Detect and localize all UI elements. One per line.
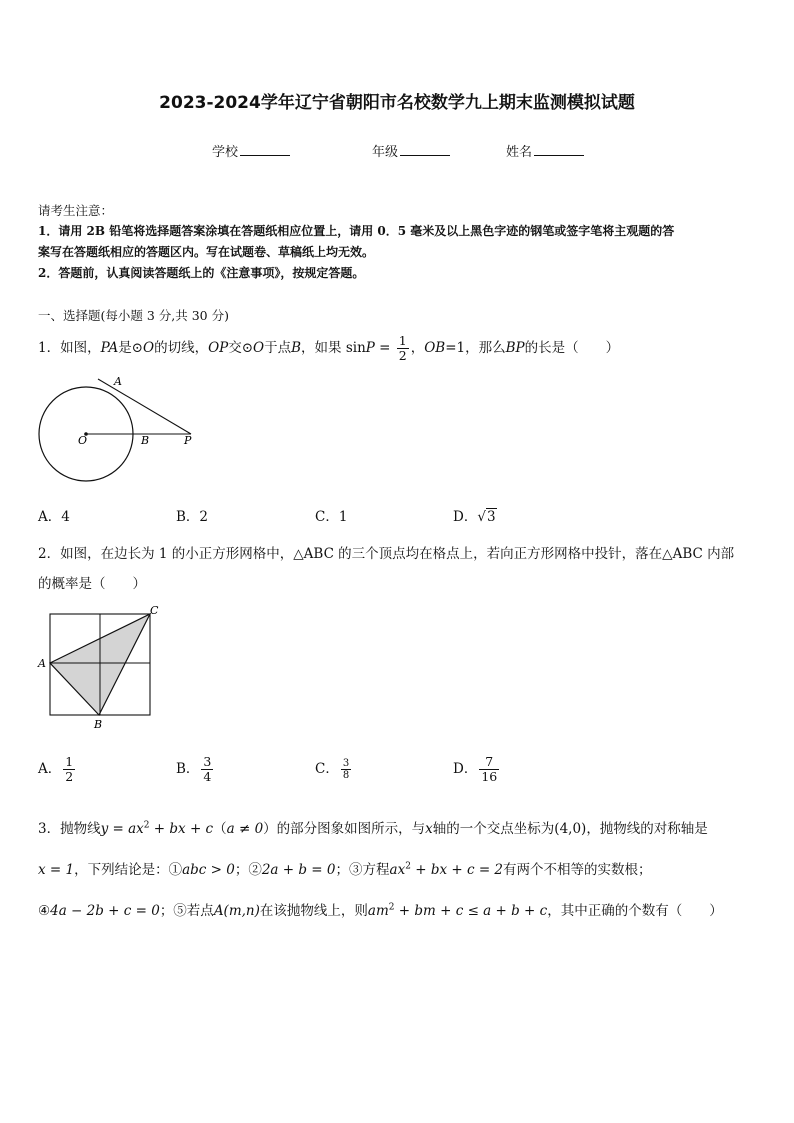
exam-title: 2023-2024学年辽宁省朝阳市名校数学九上期末监测模拟试题 [159, 93, 635, 113]
field-name [506, 141, 584, 160]
q1-circle-figure [36, 372, 206, 484]
q2-option-a[interactable]: A． $\frac{1}{2}$ [38, 754, 74, 784]
section-heading: 一、选择题(每小题 3 分,共 30 分) [38, 308, 229, 323]
q1-option-a[interactable]: A．4 [38, 509, 70, 525]
q2-stem-line-2: 的概率是（ ） [38, 576, 146, 592]
q1-label-a: A [114, 375, 122, 388]
field-school-blank[interactable] [240, 143, 290, 156]
q2-option-c[interactable]: C． $\frac{3}{8}$ [315, 758, 350, 781]
field-grade [372, 141, 450, 160]
notice-line-1a: 1．请用 2B 铅笔将选择题答案涂填在答题纸相应位置上，请用 0．5 毫米及以上黑色字迹的钢笔或签字笔将主观题的答 [38, 224, 675, 238]
notice-heading: 请考生注意： [38, 203, 114, 218]
q2-option-b[interactable]: B． $\frac{3}{4}$ [176, 754, 212, 784]
notice-line-2: 2．答题前，认真阅读答题纸上的《注意事项》，按规定答题。 [38, 266, 365, 280]
q1-label-b: B [141, 434, 150, 447]
field-school [212, 141, 290, 160]
q2-stem-line-1: 2．如图，在边长为 1 的小正方形网格中，△ABC 的三个顶点均在格点上，若向正方形网格中投针，落在△ABC 内部 [38, 546, 735, 562]
field-school-label: 学校 [212, 145, 239, 160]
q1-option-d[interactable]: D．√3 [453, 509, 496, 525]
q1-option-d-sqrt: √3 [477, 509, 496, 525]
q1-label-p: P [184, 434, 192, 447]
q2-label-b: B [94, 718, 103, 731]
q1-stem: 1．如图，PA是⊙O的切线，OP交⊙O于点B，如果 sinP = $\frac{1}{2}$ ，OB=1，那么BP的长是（ ） [38, 333, 620, 363]
q2-option-d[interactable]: D． $\frac{7}{16}$ [453, 754, 498, 784]
field-name-blank[interactable] [534, 143, 584, 156]
q1-fraction: $\frac{1}{2}$ [398, 333, 407, 363]
q1-option-c[interactable]: C．1 [315, 509, 348, 525]
q3-stem-line-2: x = 1，下列结论是：①abc > 0；②2a + b = 0；③方程$ax^2$ + bx + c = 2有两个不相等的实数根； [38, 861, 652, 878]
field-grade-label: 年级 [372, 145, 399, 160]
q2-label-a: A [38, 657, 46, 670]
q1-tangent-line [98, 379, 191, 434]
q3-stem-line-3: ④4a − 2b + c = 0；⑤若点A(m,n)在该抛物线上，则$am^2$ + bm + c ≤ a + b + c，其中正确的个数有（ ） [38, 902, 723, 919]
q1-option-b[interactable]: B．2 [176, 509, 209, 525]
q3-stem-line-1: 3．抛物线$y = ax^2$ + bx + c（a ≠ 0）的部分图象如图所示，与x轴的一个交点坐标为(4,0)，抛物线的对称轴是 [38, 820, 708, 837]
notice-line-1b: 案写在答题纸相应的答题区内。写在试题卷、草稿纸上均无效。 [38, 245, 375, 259]
field-grade-blank[interactable] [400, 143, 450, 156]
q1-label-o: O [78, 434, 88, 447]
q2-label-c: C [150, 604, 159, 617]
q2-grid-figure [36, 602, 166, 734]
field-name-label: 姓名 [506, 145, 533, 160]
